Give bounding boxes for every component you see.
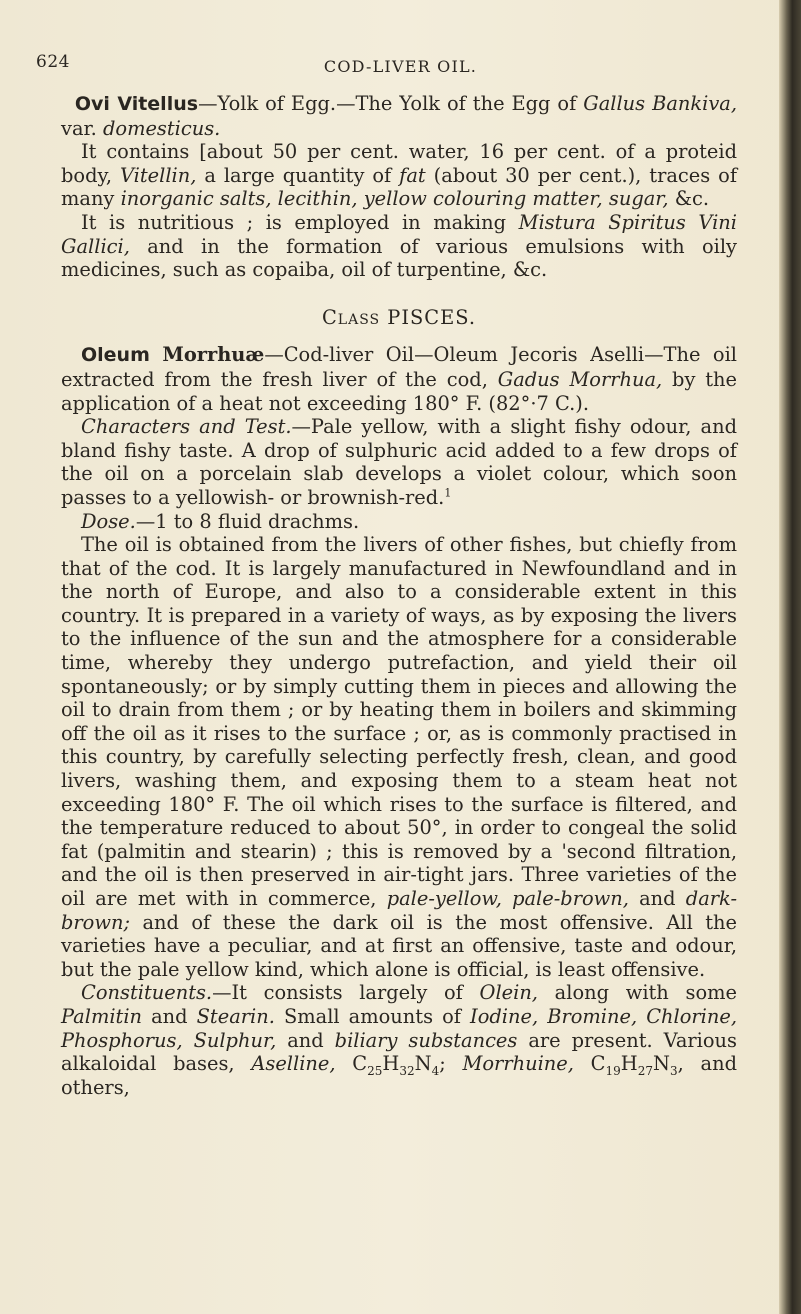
characters-paragraph: Characters and Test.—Pale yellow, with a slight fishy odour, and bland fishy taste. A drop of sulphuric acid added to a few drops of the oil on a porcelain slab develops a violet colour, which soon passes to a yellowish- or brownish-red.$^1$ — [61, 415, 737, 509]
ovi-uses-paragraph: It is nutritious ; is employed in making Mistura Spiritus Vini Gallici, and in the formation of various emulsions with oily medicines, such as copaiba, oil of turpentine, &c. — [61, 210, 737, 282]
class-heading: Class PISCES. — [321, 305, 477, 329]
footnote-mark: 1 — [444, 486, 452, 500]
preparation-paragraph: The oil is obtained from the livers of other fishes, but chiefly from that of the cod. It is largely manufactured in Newfoundland and in the north of Europe, and also to a considerable extent in this country. It is prepared in a variety of ways, as by exposing the livers to the influence of the sun and the atmosphere for a considerable time, whereby they undergo putrefaction, and yield their oil spontaneously; or by simply cutting them in pieces and allowing the oil to drain from them ; or by heating them in boilers and skimming off the oil as it rises to the surface ; or, as is commonly practised in this country, by carefully selecting perfectly fresh, clean, and good livers, washing them, and exposing them to a steam heat not exceeding 180° F. The oil which rises to the surface is filtered, and the temperature reduced to about 50°, in order to congeal the solid fat (palmitin and stearin) ; this is removed by a 'second filtration, and the oil is then preserved in air-tight jars. Three varieties of the oil are met with in commerce, pale-yellow, pale-brown, and dark-brown; and of these the dark oil is the most offensive. All the varieties have a peculiar, and at first an offensive, taste and odour, but the pale yellow kind, which alone is official, is least offensive. — [61, 533, 738, 981]
page-edge-shadow — [779, 0, 801, 1314]
constituents-paragraph: Constituents.—It consists largely of Olein, along with some Palmitin and Stearin. Small amounts of Iodine, Bromine, Chlorine, Phosphorus, Sulphur, and biliary substances are present. Various alkaloidal bases, Aselline, $C_{25}H_{32}N_4$; Morrhuine, $C_{19}H_{27}N_3$, and others, — [61, 981, 737, 1099]
ovi-entry-title: Ovi Vitellus—Yolk of Egg.—The Yolk of the Egg of Gallus Bankiva, var. domesticus. — [61, 92, 738, 140]
running-title: COD-LIVER OIL. — [323, 57, 478, 76]
page-number: 624 — [36, 52, 70, 72]
morrhuine-formula: $C_{19}H_{27}N_3$ — [573, 1052, 678, 1079]
ovi-composition-paragraph: It contains [about 50 per cent. water, 16 per cent. of a proteid body, Vitellin, a large quantity of fat (about 30 per cent.), traces of many inorganic salts, lecithin, yellow colouring matter, sugar, &c. — [61, 140, 737, 211]
dose-paragraph: Dose.—1 to 8 fluid drachms. — [81, 509, 360, 533]
page-body — [61, 92, 737, 1099]
ovi-title: Ovi Vitellus — [74, 93, 199, 115]
aselline-formula: $C_{25}H_{32}N_4$ — [335, 1052, 440, 1079]
oleum-entry-title: Oleum Morrhuæ—Cod-liver Oil—Oleum Jecoris Aselli—The oil extracted from the fresh liver of the cod, Gadus Morrhua, by the application of a heat not exceeding 180° F. (82°·7 C.). — [61, 343, 738, 415]
